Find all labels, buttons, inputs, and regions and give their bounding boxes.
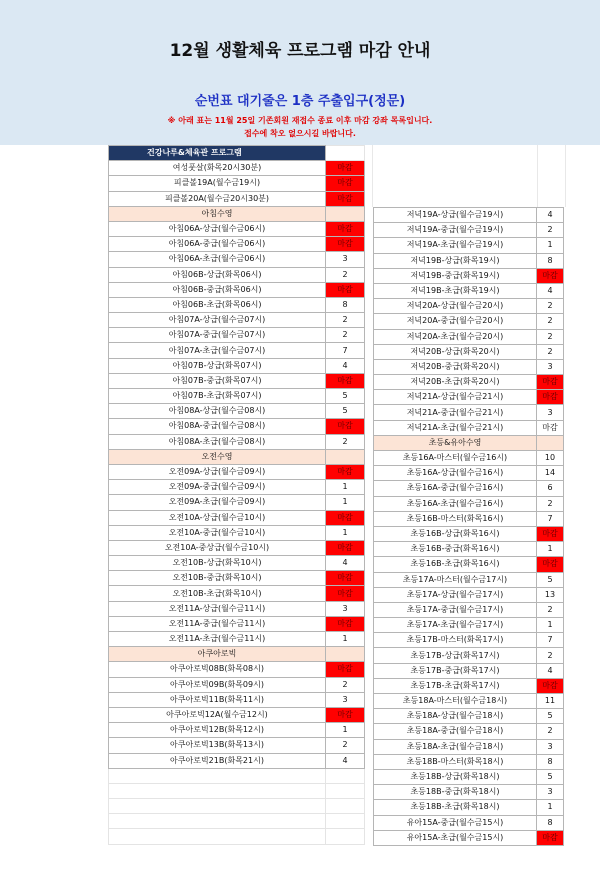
empty-cell [326,829,365,844]
remaining-count: 1 [326,525,365,540]
section-spacer-cell [537,435,564,450]
table-row [374,329,564,344]
table-row [374,587,564,602]
remaining-count: 2 [537,602,564,617]
program-name: 저녁20A-중급(월수금20시) [374,314,537,329]
empty-cell [109,783,326,798]
section-label: 초등&유아수영 [374,435,537,450]
table-row [109,677,365,692]
notice-header [0,0,600,145]
program-name: 아침07B-상급(화목07시) [109,358,326,373]
program-name: 저녁20B-상급(화목20시) [374,344,537,359]
section-row [374,435,564,450]
table-row [109,616,365,631]
table-row [374,557,564,572]
empty-row [109,783,365,798]
closed-badge: 마감 [326,464,365,479]
table-row [109,692,365,707]
section-label: 아쿠아로빅 [109,647,326,662]
program-name: 오전10B-초급(화목10시) [109,586,326,601]
table-row [109,723,365,738]
program-name: 아침06A-상급(월수금06시) [109,221,326,236]
sheet-gridline [565,145,566,207]
table-row [374,830,564,845]
table-row [374,481,564,496]
program-name: 유아15A-중급(월수금15시) [374,815,537,830]
program-name: 저녁19A-상급(월수금19시) [374,208,537,223]
page-title: 12월 생활체육 프로그램 마감 안내 [169,41,431,61]
program-name: 피클볼19A(월수금19시) [109,176,326,191]
table-row [109,738,365,753]
program-name: 아침08A-초급(월수금08시) [109,434,326,449]
program-name: 저녁19B-초급(화목19시) [374,283,537,298]
program-name: 저녁19B-중급(화목19시) [374,268,537,283]
program-name: 오전11A-상급(월수금11시) [109,601,326,616]
closed-badge: 마감 [537,390,564,405]
program-name: 아쿠아로빅12B(화목12시) [109,723,326,738]
program-name: 초등18A-마스터(월수금18시) [374,694,537,709]
table-row [374,238,564,253]
program-name: 아쿠아로빅09B(화목09시) [109,677,326,692]
table-row [374,299,564,314]
remaining-count: 1 [326,495,365,510]
remaining-count: 1 [326,632,365,647]
table-row [109,237,365,252]
program-name: 저녁20A-초급(월수금20시) [374,329,537,344]
empty-cell [326,814,365,829]
closed-badge: 마감 [537,268,564,283]
remaining-count: 2 [326,267,365,282]
program-name: 아침07A-초급(월수금07시) [109,343,326,358]
program-name: 저녁20B-중급(화목20시) [374,359,537,374]
table-row [109,495,365,510]
table-row [374,633,564,648]
table-row [109,632,365,647]
remaining-count: 1 [537,618,564,633]
table-row [374,754,564,769]
program-name: 아침06A-초급(월수금06시) [109,252,326,267]
remaining-count: 7 [326,343,365,358]
section-spacer-cell [326,647,365,662]
remaining-count: 6 [537,481,564,496]
table-row [109,586,365,601]
closed-badge: 마감 [326,191,365,206]
table-header-row [109,146,365,161]
table-row [109,419,365,434]
section-row [109,449,365,464]
table-row [374,648,564,663]
program-name: 아쿠아로빅08B(화목08시) [109,662,326,677]
program-name: 초등16B-상급(화목16시) [374,526,537,541]
table-row [109,404,365,419]
remaining-count: 2 [326,738,365,753]
empty-row [109,829,365,844]
table-row [374,268,564,283]
program-name: 아침08A-중급(월수금08시) [109,419,326,434]
table-row [109,297,365,312]
remaining-count: 5 [537,572,564,587]
table-row [374,223,564,238]
program-name: 아침06B-초급(화목06시) [109,297,326,312]
table-row [109,707,365,722]
table-row [374,694,564,709]
remaining-count: 8 [537,754,564,769]
remaining-count: 7 [537,633,564,648]
remaining-count: 4 [537,663,564,678]
program-name: 초등17B-초급(화목17시) [374,678,537,693]
table-row [374,800,564,815]
table-row [374,344,564,359]
program-name: 오전09A-상급(월수금09시) [109,464,326,479]
remaining-count: 3 [326,252,365,267]
program-name: 아쿠아로빅21B(화목21시) [109,753,326,768]
remaining-count: 2 [537,329,564,344]
table-row [374,678,564,693]
table-row [374,618,564,633]
remaining-count: 3 [537,739,564,754]
remaining-count: 5 [537,709,564,724]
empty-cell [326,783,365,798]
remaining-count: 10 [537,451,564,466]
table-row [374,709,564,724]
closed-badge: 마감 [326,616,365,631]
program-name: 초등17B-마스터(화목17시) [374,633,537,648]
closed-badge: 마감 [537,830,564,845]
remaining-count: 3 [326,692,365,707]
empty-row [109,768,365,783]
table-row [374,663,564,678]
program-name: 초등17A-중급(월수금17시) [374,602,537,617]
closed-badge: 마감 [326,237,365,252]
queue-location-notice: 순번표 대기줄은 1층 주출입구(정문) [194,94,406,109]
table-row [109,343,365,358]
closed-badge: 마감 [326,221,365,236]
remaining-count: 2 [537,314,564,329]
remaining-count: 5 [326,389,365,404]
table-row [109,313,365,328]
table-row [374,466,564,481]
table-row [109,373,365,388]
program-name: 초등17A-마스터(월수금17시) [374,572,537,587]
program-name: 오전10A-상급(월수금10시) [109,510,326,525]
program-name: 아침07A-상급(월수금07시) [109,313,326,328]
table-row [374,785,564,800]
program-name: 아침06B-중급(화목06시) [109,282,326,297]
remaining-count: 8 [326,297,365,312]
closed-badge: 마감 [326,707,365,722]
section-label: 아침수영 [109,206,326,221]
left-program-table [108,145,365,845]
program-name: 초등17A-상급(월수금17시) [374,587,537,602]
program-name: 초등16A-마스터(월수금16시) [374,451,537,466]
section-spacer-cell [326,146,365,161]
program-name: 저녁21A-초급(월수금21시) [374,420,537,435]
remaining-count: 4 [326,753,365,768]
remaining-count: 4 [326,556,365,571]
remaining-count: 1 [537,238,564,253]
table-row [109,191,365,206]
table-row [374,283,564,298]
remaining-count: 2 [326,677,365,692]
table-row [109,389,365,404]
remaining-count: 4 [326,358,365,373]
table-row [109,358,365,373]
remaining-count: 11 [537,694,564,709]
program-name: 초등18A-상급(월수금18시) [374,709,537,724]
closed-badge: 마감 [326,373,365,388]
closed-badge: 마감 [537,678,564,693]
program-name: 아침07B-초급(화목07시) [109,389,326,404]
program-name: 피클볼20A(월수금20시30분) [109,191,326,206]
closed-badge: 마감 [326,510,365,525]
remaining-count: 5 [537,769,564,784]
table-row [109,282,365,297]
table-row [374,511,564,526]
remaining-count: 13 [537,587,564,602]
program-name: 아쿠아로빅11B(화목11시) [109,692,326,707]
program-name: 초등18A-초급(월수금18시) [374,739,537,754]
table-row [374,769,564,784]
program-name: 아쿠아로빅13B(화목13시) [109,738,326,753]
program-name: 초등17A-초급(월수금17시) [374,618,537,633]
remaining-count: 3 [537,359,564,374]
empty-row [109,814,365,829]
table-row [374,526,564,541]
program-name: 초등16A-중급(월수금16시) [374,481,537,496]
closed-badge: 마감 [326,419,365,434]
closed-badge: 마감 [537,526,564,541]
program-name: 초등16A-초급(월수금16시) [374,496,537,511]
table-row [374,542,564,557]
empty-cell [326,799,365,814]
remaining-count: 7 [537,511,564,526]
table-header-label: 건강나루&체육관 프로그램 [109,146,326,161]
program-name: 저녁20A-상급(월수금20시) [374,299,537,314]
program-name: 초등18A-중급(월수금18시) [374,724,537,739]
closed-badge: 마감 [326,586,365,601]
program-name: 초등16B-마스터(화목16시) [374,511,537,526]
program-name: 오전10A-중급(월수금10시) [109,525,326,540]
program-name: 저녁19A-중급(월수금19시) [374,223,537,238]
table-row [374,420,564,435]
remaining-count: 2 [537,724,564,739]
table-row [374,253,564,268]
program-name: 저녁21A-중급(월수금21시) [374,405,537,420]
program-name: 오전10B-중급(화목10시) [109,571,326,586]
remaining-count: 3 [326,601,365,616]
program-name: 아침06A-중급(월수금06시) [109,237,326,252]
table-row [109,221,365,236]
program-name: 저녁19A-초급(월수금19시) [374,238,537,253]
section-row [109,647,365,662]
closed-badge: 마감 [326,571,365,586]
closed-list-note: ※ 아래 표는 11월 25일 기존회원 재접수 종료 이후 마감 강좌 목록입니다. [167,116,433,125]
table-row [109,252,365,267]
remaining-count: 마감 [537,420,564,435]
program-name: 저녁20B-초급(화목20시) [374,375,537,390]
caution-note: 접수에 착오 없으시길 바랍니다. [244,129,356,138]
table-row [374,815,564,830]
closed-badge: 마감 [326,662,365,677]
program-name: 초등17B-상급(화목17시) [374,648,537,663]
table-row [109,480,365,495]
sheet-gridline [537,145,538,207]
program-name: 초등18B-중급(화목18시) [374,785,537,800]
table-row [109,540,365,555]
program-name: 아쿠아로빅12A(월수금12시) [109,707,326,722]
remaining-count: 8 [537,253,564,268]
remaining-count: 3 [537,405,564,420]
empty-cell [109,829,326,844]
empty-cell [109,768,326,783]
program-name: 저녁19B-상급(화목19시) [374,253,537,268]
table-row [109,510,365,525]
program-name: 오전09A-초급(월수금09시) [109,495,326,510]
table-row [109,556,365,571]
remaining-count: 4 [537,283,564,298]
remaining-count: 1 [326,723,365,738]
remaining-count: 5 [326,404,365,419]
table-row [109,525,365,540]
remaining-count: 1 [537,800,564,815]
program-name: 오전10A-중상급(월수금10시) [109,540,326,555]
program-name: 오전10B-상급(화목10시) [109,556,326,571]
empty-cell [326,768,365,783]
remaining-count: 14 [537,466,564,481]
program-name: 여성풋살(화목20시30분) [109,161,326,176]
program-name: 아침07A-중급(월수금07시) [109,328,326,343]
remaining-count: 2 [326,434,365,449]
table-row [109,161,365,176]
table-row [374,451,564,466]
closed-badge: 마감 [326,282,365,297]
table-row [109,601,365,616]
table-row [109,571,365,586]
closed-badge: 마감 [326,540,365,555]
closed-badge: 마감 [326,176,365,191]
remaining-count: 2 [537,223,564,238]
program-name: 초등16B-중급(화목16시) [374,542,537,557]
program-name: 아침08A-상급(월수금08시) [109,404,326,419]
remaining-count: 1 [537,542,564,557]
empty-row [109,799,365,814]
table-row [374,496,564,511]
table-row [109,662,365,677]
table-row [374,739,564,754]
table-row [109,176,365,191]
program-name: 오전09A-중급(월수금09시) [109,480,326,495]
table-row [109,434,365,449]
table-row [374,572,564,587]
table-row [374,314,564,329]
section-spacer-cell [326,449,365,464]
section-spacer-cell [326,206,365,221]
program-name: 초등17B-중급(화목17시) [374,663,537,678]
program-name: 오전11A-초급(월수금11시) [109,632,326,647]
remaining-count: 4 [537,208,564,223]
empty-cell [109,814,326,829]
remaining-count: 2 [537,648,564,663]
table-row [374,602,564,617]
closed-badge: 마감 [537,375,564,390]
program-name: 아침07B-중급(화목07시) [109,373,326,388]
table-row [109,328,365,343]
sheet-gridline [372,145,373,207]
table-row [374,405,564,420]
table-row [374,375,564,390]
program-name: 아침06B-상급(화목06시) [109,267,326,282]
program-name: 초등18B-상급(화목18시) [374,769,537,784]
program-name: 초등18B-마스터(화목18시) [374,754,537,769]
remaining-count: 3 [537,785,564,800]
remaining-count: 1 [326,480,365,495]
empty-cell [109,799,326,814]
program-name: 유아15A-초급(월수금15시) [374,830,537,845]
remaining-count: 2 [537,496,564,511]
table-row [109,464,365,479]
remaining-count: 2 [537,344,564,359]
section-row [109,206,365,221]
remaining-count: 2 [537,299,564,314]
table-row [374,724,564,739]
table-row [109,753,365,768]
remaining-count: 2 [326,328,365,343]
section-label: 오전수영 [109,449,326,464]
table-row [374,208,564,223]
table-row [109,267,365,282]
right-program-table [373,207,564,846]
program-name: 저녁21A-상급(월수금21시) [374,390,537,405]
remaining-count: 8 [537,815,564,830]
program-name: 초등16A-상급(월수금16시) [374,466,537,481]
table-row [374,390,564,405]
closed-badge: 마감 [326,161,365,176]
program-name: 초등18B-초급(화목18시) [374,800,537,815]
program-name: 초등16B-초급(화목16시) [374,557,537,572]
closed-badge: 마감 [537,557,564,572]
table-row [374,359,564,374]
remaining-count: 2 [326,313,365,328]
program-name: 오전11A-중급(월수금11시) [109,616,326,631]
